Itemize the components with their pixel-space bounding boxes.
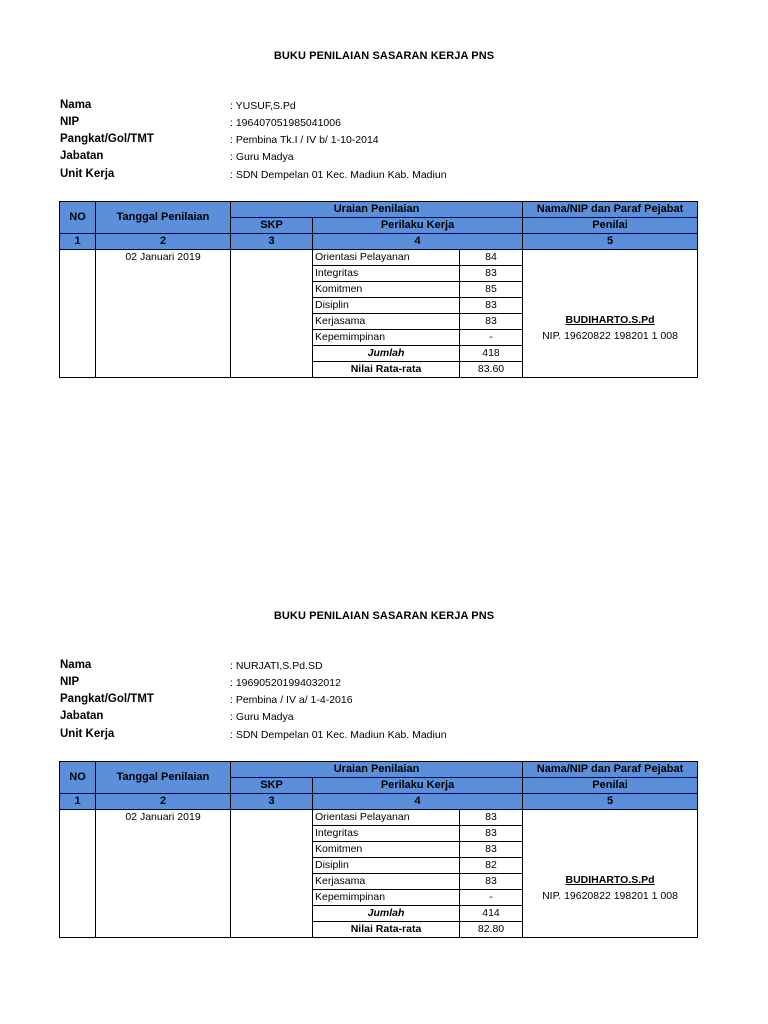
jumlah-value: 414 bbox=[460, 906, 523, 922]
field-label: Unit Kerja bbox=[60, 728, 115, 740]
field-label: Pangkat/Gol/TMT bbox=[60, 693, 154, 705]
column-number: 3 bbox=[231, 234, 313, 250]
criterion-score: 83 bbox=[460, 810, 523, 826]
field-value: : NURJATI,S.Pd.SD bbox=[230, 660, 323, 672]
no-cell bbox=[60, 810, 96, 938]
field-label: Pangkat/Gol/TMT bbox=[60, 133, 154, 145]
assessment-table bbox=[59, 761, 698, 938]
column-number: 1 bbox=[60, 234, 96, 250]
column-number-row bbox=[60, 794, 698, 810]
criterion-score: 85 bbox=[460, 282, 523, 298]
criterion-name: Kepemimpinan bbox=[313, 330, 460, 346]
field-nip bbox=[60, 676, 700, 693]
field-jabatan bbox=[60, 710, 700, 727]
header-perilaku: Perilaku Kerja bbox=[313, 218, 523, 234]
field-unit-kerja bbox=[60, 168, 700, 185]
date-cell: 02 Januari 2019 bbox=[96, 250, 231, 378]
assessment-table bbox=[59, 201, 698, 378]
date-cell: 02 Januari 2019 bbox=[96, 810, 231, 938]
rata-rata-label: Nilai Rata-rata bbox=[313, 922, 460, 938]
field-nama bbox=[60, 659, 700, 676]
assessor-cell bbox=[523, 810, 698, 938]
criterion-name: Orientasi Pelayanan bbox=[313, 810, 460, 826]
table-row bbox=[60, 810, 698, 826]
rata-rata-value: 83.60 bbox=[460, 362, 523, 378]
criterion-score: 83 bbox=[460, 266, 523, 282]
column-number: 4 bbox=[313, 794, 523, 810]
field-label: NIP bbox=[60, 676, 80, 688]
field-value: : Guru Madya bbox=[230, 711, 294, 723]
field-value: : 196905201994032012 bbox=[230, 677, 341, 689]
assessor-name: BUDIHARTO.S.Pd bbox=[565, 314, 655, 326]
assessment-form-1 bbox=[0, 50, 768, 450]
criterion-name: Integritas bbox=[313, 266, 460, 282]
field-value: : Guru Madya bbox=[230, 151, 294, 163]
assessment-form-2 bbox=[0, 610, 768, 1010]
criterion-name: Orientasi Pelayanan bbox=[313, 250, 460, 266]
header-tanggal: Tanggal Penilaian bbox=[96, 202, 231, 234]
field-label: Nama bbox=[60, 99, 92, 111]
criterion-score: 83 bbox=[460, 826, 523, 842]
field-pangkat bbox=[60, 693, 700, 710]
column-number: 3 bbox=[231, 794, 313, 810]
assessor-nip: NIP. 19620822 198201 1 008 bbox=[542, 330, 678, 342]
field-unit-kerja bbox=[60, 728, 700, 745]
header-skp: SKP bbox=[231, 218, 313, 234]
form-title: BUKU PENILAIAN SASARAN KERJA PNS bbox=[273, 50, 495, 62]
field-label: NIP bbox=[60, 116, 80, 128]
criterion-score: 84 bbox=[460, 250, 523, 266]
column-number: 2 bbox=[96, 794, 231, 810]
field-value: : SDN Dempelan 01 Kec. Madiun Kab. Madiun bbox=[230, 729, 447, 741]
no-cell bbox=[60, 250, 96, 378]
criterion-score: 83 bbox=[460, 314, 523, 330]
field-label: Unit Kerja bbox=[60, 168, 115, 180]
header-skp: SKP bbox=[231, 778, 313, 794]
field-value: : Pembina / IV a/ 1-4-2016 bbox=[230, 694, 353, 706]
header-perilaku: Perilaku Kerja bbox=[313, 778, 523, 794]
field-value: : Pembina Tk.I / IV b/ 1-10-2014 bbox=[230, 134, 379, 146]
column-number: 5 bbox=[523, 794, 698, 810]
criterion-score: - bbox=[460, 890, 523, 906]
field-pangkat bbox=[60, 133, 700, 150]
criterion-name: Integritas bbox=[313, 826, 460, 842]
assessor-name: BUDIHARTO.S.Pd bbox=[565, 874, 655, 886]
column-number: 2 bbox=[96, 234, 231, 250]
header-nama-nip: Nama/NIP dan Paraf Pejabat bbox=[523, 762, 698, 778]
rata-rata-label: Nilai Rata-rata bbox=[313, 362, 460, 378]
header-no: NO bbox=[60, 202, 96, 234]
column-number: 1 bbox=[60, 794, 96, 810]
criterion-score: 83 bbox=[460, 298, 523, 314]
field-nip bbox=[60, 116, 700, 133]
header-uraian: Uraian Penilaian bbox=[231, 202, 523, 218]
criterion-name: Kerjasama bbox=[313, 314, 460, 330]
header-penilai: Penilai bbox=[523, 218, 698, 234]
criterion-score: 82 bbox=[460, 858, 523, 874]
criterion-score: 83 bbox=[460, 842, 523, 858]
table-header-row bbox=[60, 202, 698, 218]
field-jabatan bbox=[60, 150, 700, 167]
field-label: Jabatan bbox=[60, 710, 104, 722]
jumlah-label: Jumlah bbox=[313, 346, 460, 362]
header-penilai: Penilai bbox=[523, 778, 698, 794]
header-nama-nip: Nama/NIP dan Paraf Pejabat bbox=[523, 202, 698, 218]
skp-cell bbox=[231, 810, 313, 938]
field-value: : 196407051985041006 bbox=[230, 117, 341, 129]
criterion-name: Komitmen bbox=[313, 282, 460, 298]
criterion-name: Komitmen bbox=[313, 842, 460, 858]
criterion-name: Kerjasama bbox=[313, 874, 460, 890]
table-header-row bbox=[60, 762, 698, 778]
criterion-name: Disiplin bbox=[313, 858, 460, 874]
field-label: Nama bbox=[60, 659, 92, 671]
jumlah-value: 418 bbox=[460, 346, 523, 362]
criterion-name: Disiplin bbox=[313, 298, 460, 314]
field-value: : YUSUF,S.Pd bbox=[230, 100, 296, 112]
field-label: Jabatan bbox=[60, 150, 104, 162]
header-no: NO bbox=[60, 762, 96, 794]
header-tanggal: Tanggal Penilaian bbox=[96, 762, 231, 794]
column-number: 4 bbox=[313, 234, 523, 250]
field-nama bbox=[60, 99, 700, 116]
skp-cell bbox=[231, 250, 313, 378]
assessor-nip: NIP. 19620822 198201 1 008 bbox=[542, 890, 678, 902]
field-value: : SDN Dempelan 01 Kec. Madiun Kab. Madiun bbox=[230, 169, 447, 181]
rata-rata-value: 82.80 bbox=[460, 922, 523, 938]
jumlah-label: Jumlah bbox=[313, 906, 460, 922]
column-number: 5 bbox=[523, 234, 698, 250]
table-row bbox=[60, 250, 698, 266]
assessor-cell bbox=[523, 250, 698, 378]
criterion-score: - bbox=[460, 330, 523, 346]
column-number-row bbox=[60, 234, 698, 250]
criterion-name: Kepemimpinan bbox=[313, 890, 460, 906]
header-uraian: Uraian Penilaian bbox=[231, 762, 523, 778]
criterion-score: 83 bbox=[460, 874, 523, 890]
form-title: BUKU PENILAIAN SASARAN KERJA PNS bbox=[273, 610, 495, 622]
